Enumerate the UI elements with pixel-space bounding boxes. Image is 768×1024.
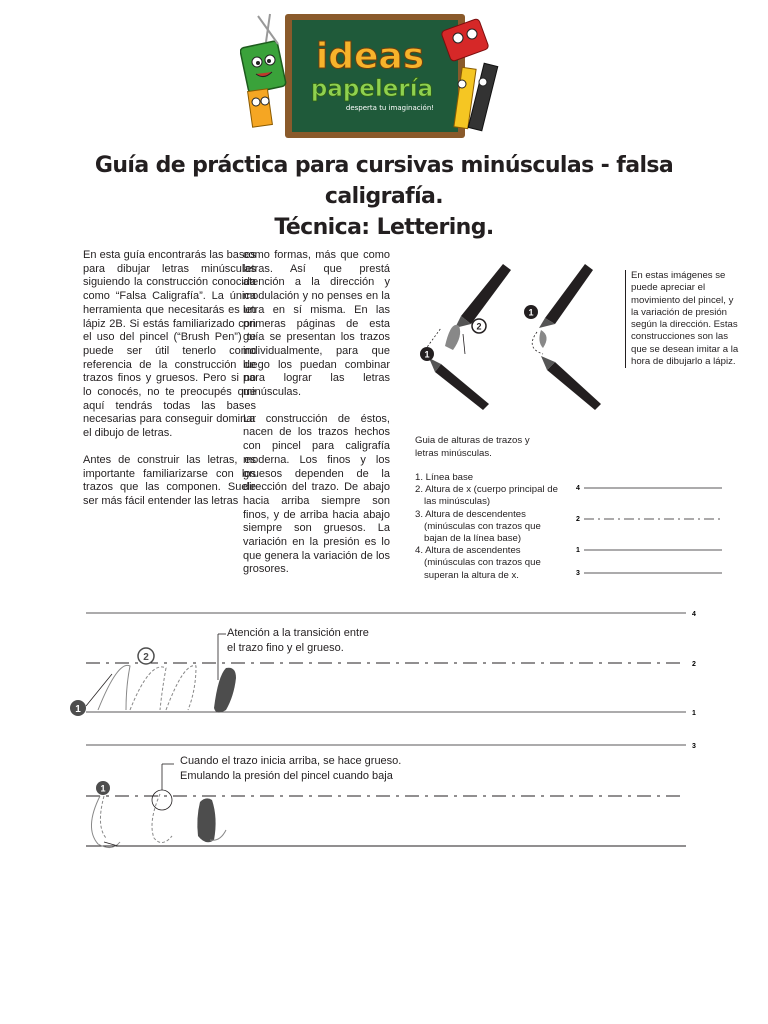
- marker-label: 1: [528, 307, 534, 318]
- thick-stroke-sample: [214, 668, 236, 713]
- direction-arrow-icon: [86, 674, 112, 706]
- intro-paragraph: Antes de construir las letras, es importante familiarizarse con los trazos que las componen. Suele ser más fácil entender las letras: [83, 453, 256, 507]
- thin-stroke-guide: [152, 794, 172, 843]
- practice-area: [0, 590, 768, 880]
- intro-paragraph: En esta guía encontrarás las bases para dibujar letras minúsculas siguiendo la construcción conocida como “Falsa Caligrafía”. La única herramienta que necesitarás es un lápiz 2B. Si estás familiarizado con el uso del pincel (“Brush Pen”) te puede ser útil tenerlo como referencia de la construcción de trazos finos y gruesos. Pero si no lo conocés, no te preocupés que aquí tendrás todas las bases necesarias para conseguir dominar el dibujo de letras.: [83, 249, 256, 440]
- guide-list: [415, 472, 565, 582]
- brush-pen-illustration: [405, 258, 620, 418]
- intro-column-1: [83, 249, 256, 522]
- guide-item: 1. Línea base: [415, 472, 474, 483]
- practice-line-label: 4: [692, 611, 696, 618]
- marker-label: 1: [100, 783, 106, 794]
- intro-column-2: [243, 249, 390, 590]
- guide-title: Guia de alturas de trazos y letras minúsculas.: [415, 435, 530, 459]
- marker-label: 2: [476, 321, 482, 332]
- pencil-mascot-icon: [248, 89, 273, 127]
- guide-line-label: 1: [576, 547, 580, 554]
- annotation-line: Emulando la presión del pincel cuando baja: [180, 770, 393, 782]
- marker-label: 2: [143, 652, 149, 663]
- marker-label: 1: [75, 704, 81, 715]
- direction-arrow-icon: [425, 328, 441, 350]
- guide-line-label: 2: [576, 516, 580, 523]
- annotation-line: Cuando el trazo inicia arriba, se hace grueso.: [180, 755, 402, 767]
- practice-line-label: 2: [692, 661, 696, 668]
- brush-stroke-mark: [445, 325, 460, 350]
- marker-label: 1: [424, 349, 430, 360]
- guide-item: 2. Altura de x (cuerpo principal de las minúsculas): [415, 484, 558, 508]
- annotation-pressure: [180, 754, 401, 784]
- logo-brand-line2: papelería: [310, 76, 434, 102]
- guide-line-label: 4: [576, 485, 580, 492]
- brush-pen-icon: [539, 264, 593, 328]
- highlight-circle: [152, 790, 172, 810]
- thin-stroke-guide: [130, 667, 166, 710]
- practice-line-label: 3: [692, 743, 696, 750]
- intro-paragraph: como formas, más que como letras. Así que prestá atención a la dirección y modulación y no penses en la letra en sí misma. En las primeras páginas de esta guía se presentan los trazos individualmente, para que luego los puedan combinar para lograr las letras minúsculas.: [243, 249, 390, 399]
- guide-item: 4. Altura de ascendentes (minúsculas con trazos que superan la altura de x.: [415, 545, 541, 581]
- annotation-line: el trazo fino y el grueso.: [227, 642, 344, 654]
- practice-line-label: 1: [692, 710, 696, 717]
- thin-stroke-guide: [100, 796, 106, 838]
- direction-arrow-icon: [104, 842, 118, 846]
- thin-stroke-guide: [91, 796, 120, 848]
- brush-stroke-mark: [539, 330, 546, 348]
- guide-line-label: 3: [576, 570, 580, 577]
- scissors-icon: [258, 14, 278, 44]
- thin-stroke-guide: [98, 665, 130, 710]
- page-title-line2: Técnica: Lettering.: [274, 215, 494, 240]
- book-mascot-icon: [240, 41, 286, 94]
- direction-arrow-icon: [463, 334, 465, 354]
- logo-tagline: desperta tu imaginación!: [345, 104, 435, 112]
- brush-note: En estas imágenes se puede apreciar el movimiento del pincel, y la variación de presión según la dirección. Estas construcciones son las que se desean imitar a la hora de dibujarlo a lápiz.: [625, 270, 743, 368]
- brush-pen-icon: [541, 356, 601, 410]
- intro-paragraph: La construcción de éstos, nacen de los trazos hechos con pincel para caligrafía moderna. Los finos y los gruesos dependen de la dirección del trazo. De abajo hacia arriba siempre son finos, y de arriba hacia abajo siempre son gruesos. La variación en la presión es lo que genera la variación de los grosores.: [243, 412, 390, 576]
- guide-item: 3. Altura de descendentes (minúsculas con trazos que bajan de la línea base): [415, 508, 541, 545]
- thin-stroke-guide: [166, 666, 196, 710]
- thick-stroke-sample: [197, 798, 215, 842]
- height-guide-lines: [570, 478, 730, 583]
- annotation-line: Atención a la transición entre: [227, 627, 369, 639]
- page-title: [40, 150, 728, 243]
- page-title-line1: Guía de práctica para cursivas minúsculas - falsa caligrafía.: [94, 153, 674, 209]
- brush-pen-icon: [429, 358, 489, 410]
- logo-brand-line1: ideas: [315, 36, 425, 77]
- ideas-papeleria-logo: [240, 10, 510, 140]
- brush-pen-icon: [455, 264, 511, 328]
- annotation-transition: [227, 626, 369, 656]
